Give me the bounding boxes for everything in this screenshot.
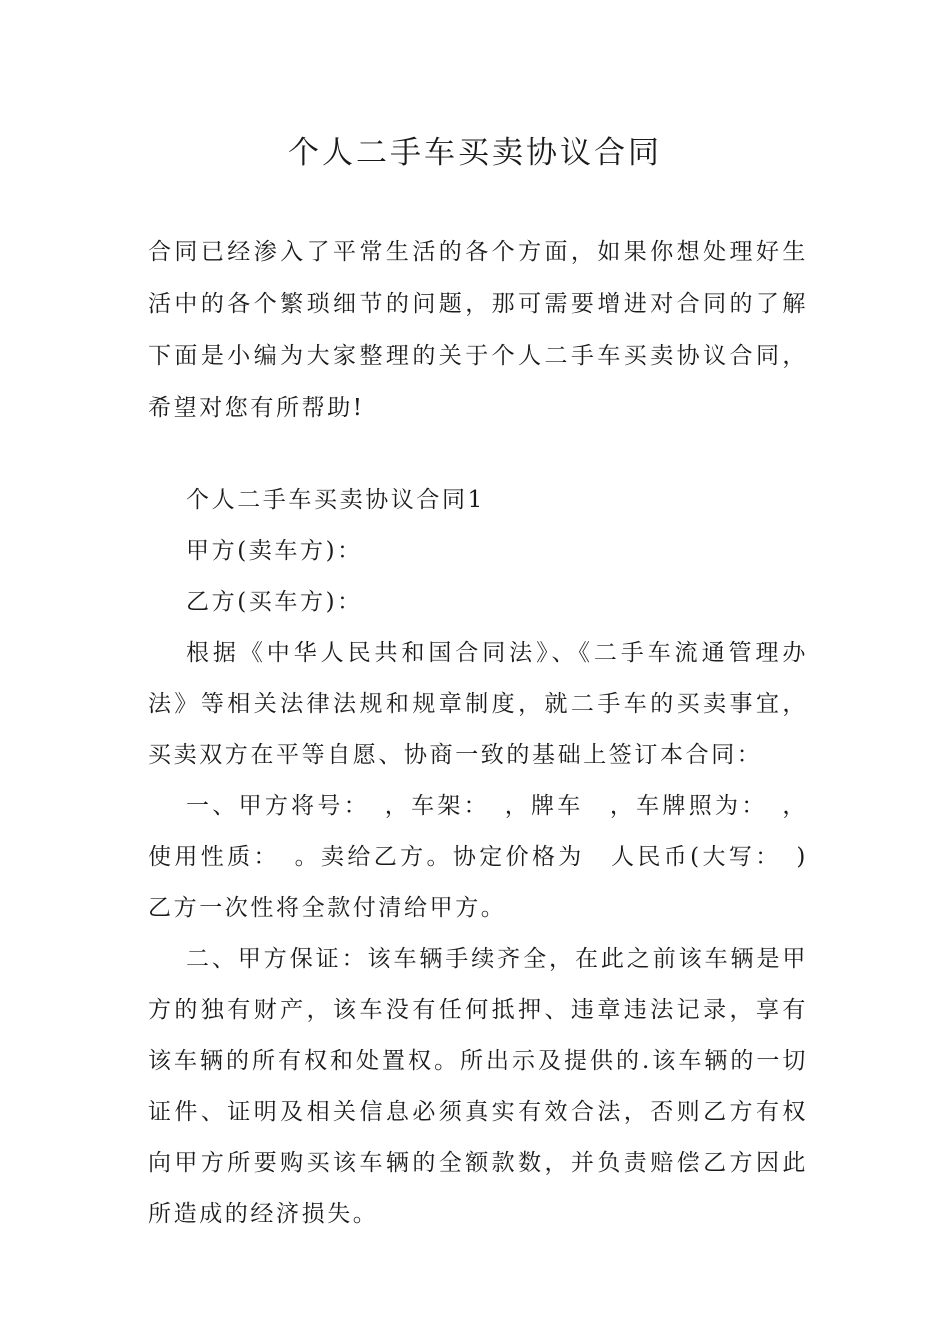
basis-paragraph: 根据《中华人民共和国合同法》、《二手车流通管理办法》等相关法律法规和规章制度，就二手车的买卖事宜，买卖双方在平等自愿、协商一致的基础上签订本合同： [148,640,808,768]
clause-2-paragraph: 二、甲方保证：该车辆手续齐全，在此之前该车辆是甲方的独有财产，该车没有任何抵押、违章违法记录，享有该车辆的所有权和处置权。所出示及提供的.该车辆的一切证件、证明及相关信息必须真实有效合法，否则乙方有权向甲方所要购买该车辆的全额款数，并负责赔偿乙方因此所造成的经济损失。 [148,946,808,1227]
section-heading: 个人二手车买卖协议合同1 [186,487,485,513]
clause-1-paragraph: 一、甲方将号： ，车架： ，牌车 ，车牌照为： ，使用性质： 。卖给乙方。协定价格为 人民币(大写： )乙方一次性将全款付清给甲方。 [148,793,808,921]
intro-paragraph: 合同已经渗入了平常生活的各个方面，如果你想处理好生活中的各个繁琐细节的问题，那可需要增进对合同的了解下面是小编为大家整理的关于个人二手车买卖协议合同，希望对您有所帮助! [148,239,808,421]
party-b-line: 乙方(买车方)： [186,589,363,615]
document-title: 个人二手车买卖协议合同 [288,135,662,171]
party-a-line: 甲方(卖车方)： [186,538,363,564]
contract-body [148,475,808,1240]
